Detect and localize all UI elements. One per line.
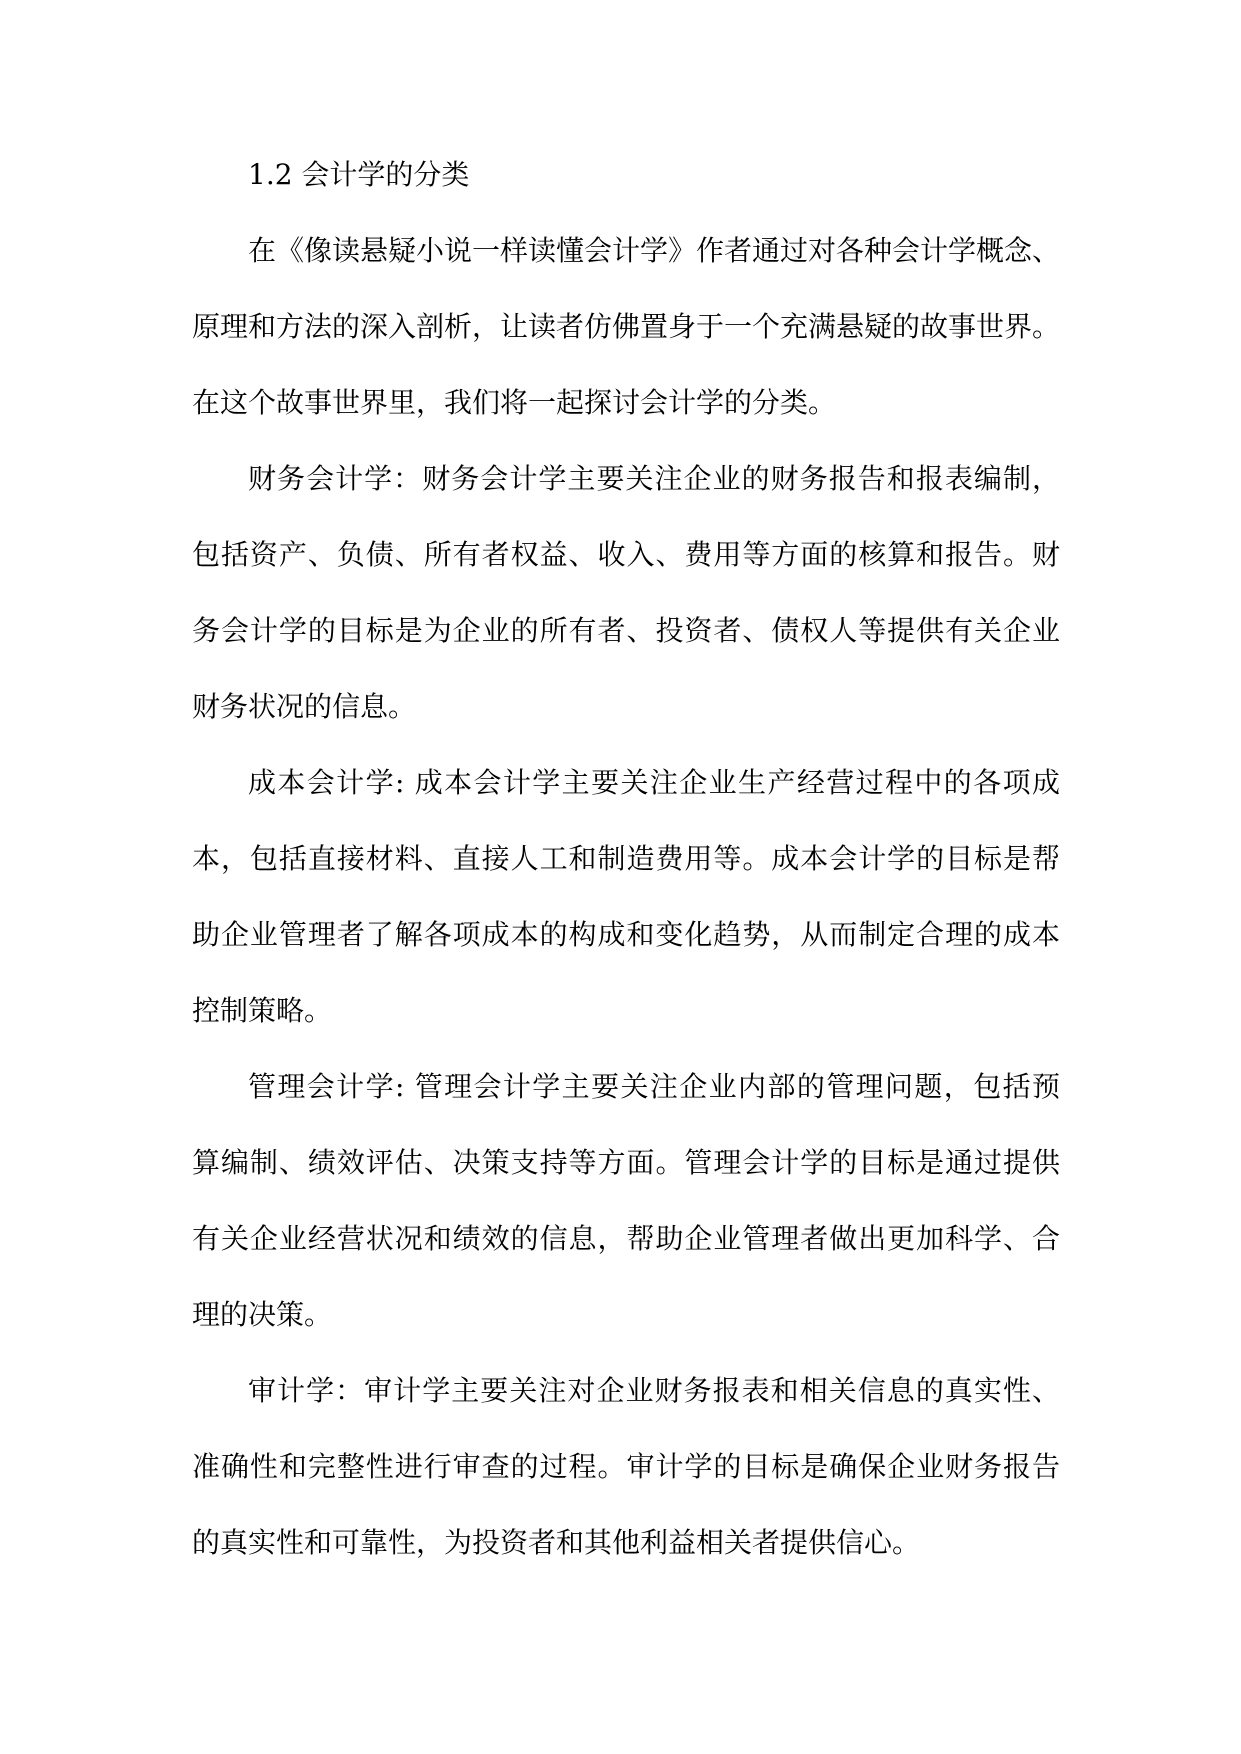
paragraph-line: 包括资产、负债、所有者权益、收入、费用等方面的核算和报告。财 — [192, 538, 1060, 571]
paragraph-line: 助企业管理者了解各项成本的构成和变化趋势，从而制定合理的成本 — [192, 918, 1060, 951]
paragraph-line: 有关企业经营状况和绩效的信息，帮助企业管理者做出更加科学、合 — [192, 1222, 1060, 1255]
paragraph-line: 理的决策。 — [192, 1298, 333, 1331]
paragraph-auditing — [192, 1353, 1060, 1581]
paragraph-line: 控制策略。 — [192, 994, 333, 1027]
paragraph-line: 成本会计学: 成本会计学主要关注企业生产经营过程中的各项成 — [248, 766, 1060, 799]
document-body — [192, 137, 1060, 1581]
paragraph-line: 财务状况的信息。 — [192, 690, 417, 723]
paragraph-line: 准确性和完整性进行审查的过程。审计学的目标是确保企业财务报告 — [192, 1450, 1060, 1483]
paragraph-line: 在这个故事世界里，我们将一起探讨会计学的分类。 — [192, 386, 837, 419]
paragraph-line: 的真实性和可靠性，为投资者和其他利益相关者提供信心。 — [192, 1526, 921, 1559]
paragraph-line: 原理和方法的深入剖析，让读者仿佛置身于一个充满悬疑的故事世界。 — [192, 310, 1061, 343]
paragraph-line: 审计学：审计学主要关注对企业财务报表和相关信息的真实性、 — [248, 1374, 1060, 1407]
paragraph-cost-accounting — [192, 745, 1060, 1049]
paragraph-financial-accounting — [192, 441, 1060, 745]
paragraph-line: 本，包括直接材料、直接人工和制造费用等。成本会计学的目标是帮 — [192, 842, 1060, 875]
paragraph-management-accounting — [192, 1049, 1060, 1353]
paragraph-line: 务会计学的目标是为企业的所有者、投资者、债权人等提供有关企业 — [192, 614, 1060, 647]
paragraph-line: 财务会计学：财务会计学主要关注企业的财务报告和报表编制， — [248, 462, 1060, 495]
section-heading: 1.2 会计学的分类 — [248, 158, 470, 191]
paragraph-line: 算编制、绩效评估、决策支持等方面。管理会计学的目标是通过提供 — [192, 1146, 1060, 1179]
paragraph-line: 管理会计学: 管理会计学主要关注企业内部的管理问题，包括预 — [248, 1070, 1060, 1103]
paragraph-intro — [192, 213, 1060, 441]
paragraph-line: 在《像读悬疑小说一样读懂会计学》作者通过对各种会计学概念、 — [248, 234, 1061, 267]
